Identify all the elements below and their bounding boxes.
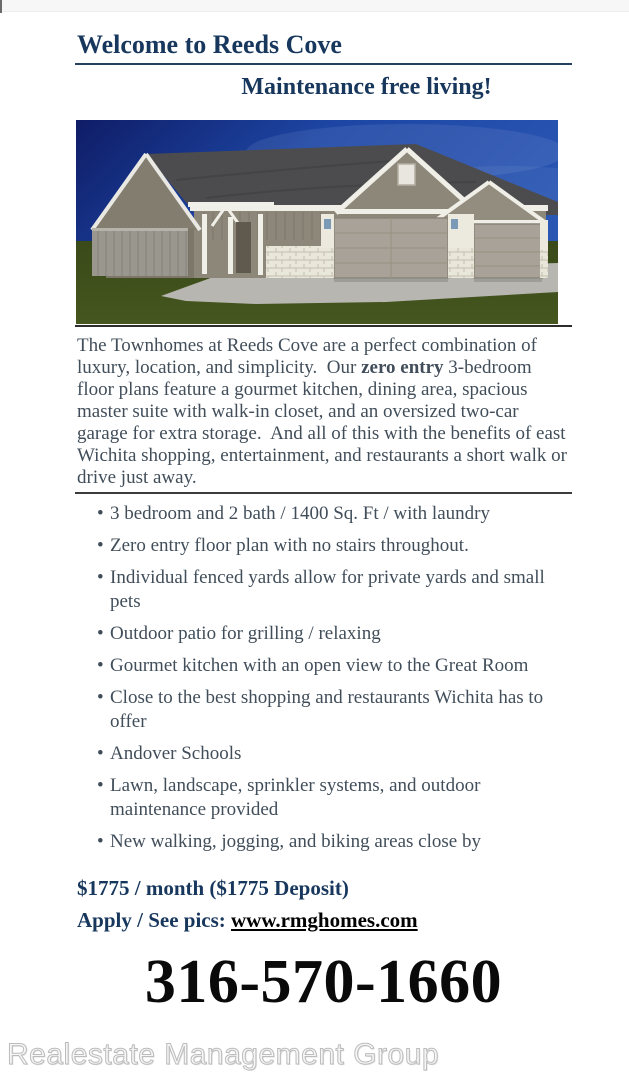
- apply-line: [77, 908, 572, 932]
- description-text: The Townhomes at Reeds Cove are a perfect combination of luxury, location, and simplicity. Our: [77, 334, 542, 378]
- light-fixture-1: [324, 219, 331, 229]
- property-description: [77, 335, 572, 489]
- corner-stone-right: [540, 250, 548, 278]
- corner-tick-mark: [0, 0, 2, 13]
- feature-item-maintenance: • Lawn, landscape, sprinkler systems, and outdoor maintenance provided: [97, 774, 572, 822]
- company-watermark: Realestate Management Group: [7, 1038, 440, 1071]
- description-bold-text: zero entry: [361, 356, 444, 378]
- feature-item-fenced-yards: • Individual fenced yards allow for private yards and small pets: [97, 566, 572, 614]
- feature-item-shopping: • Close to the best shopping and restaurants Wichita has to offer: [97, 686, 572, 734]
- feature-item-schools: • Andover Schools: [97, 742, 572, 766]
- porch-beam: [188, 202, 274, 207]
- feature-item-bedrooms: • 3 bedroom and 2 bath / 1400 Sq. Ft / with laundry: [97, 502, 572, 526]
- fence-rail: [92, 228, 188, 231]
- pillar-center-stone: [448, 248, 474, 278]
- flyer-content: [75, 0, 572, 1017]
- feature-list: [75, 502, 572, 854]
- light-fixture-2: [451, 219, 458, 229]
- feature-item-zero-entry: • Zero entry floor plan with no stairs throughout.: [97, 534, 572, 558]
- rent-price: $1775 / month ($1775 Deposit): [77, 875, 349, 900]
- garage-shadow-1: [334, 278, 448, 282]
- page-title: Welcome to Reeds Cove: [77, 30, 342, 59]
- feature-item-patio: • Outdoor patio for grilling / relaxing: [97, 622, 572, 646]
- title-underline-rule: [75, 63, 572, 65]
- house-illustration: [76, 120, 558, 324]
- description-underline-rule: [75, 492, 572, 494]
- garage-shadow-2: [474, 278, 542, 282]
- porch-post-3: [258, 214, 263, 275]
- porch-post-2: [228, 217, 233, 274]
- image-underline-rule: [75, 325, 572, 327]
- house-rendering-image: [76, 120, 558, 324]
- phone-number: 316-570-1660: [144, 947, 503, 1016]
- feature-item-kitchen: • Gourmet kitchen with an open view to the Great Room: [97, 654, 572, 678]
- attic-vent: [398, 164, 415, 185]
- apply-label: Apply / See pics:: [77, 907, 232, 932]
- flyer-subtitle: Maintenance free living!: [241, 73, 492, 100]
- porch-post-1: [202, 214, 207, 274]
- single-garage-door: [474, 224, 542, 278]
- pillar-left-stone: [321, 248, 334, 278]
- website-link[interactable]: www.rmghomes.com: [231, 907, 418, 932]
- description-text-after: 3-bedroom floor plans feature a gourmet kitchen, dining area, spacious master suite with walk-in closet, and an oversized two-car garage for extra storage. And all of this with the benefits of east Wichita shopping, entertainment, and restaurants a short walk or drive just away.: [77, 356, 572, 488]
- feature-item-trails: • New walking, jogging, and biking areas close by: [97, 830, 572, 854]
- entry-door: [236, 222, 251, 273]
